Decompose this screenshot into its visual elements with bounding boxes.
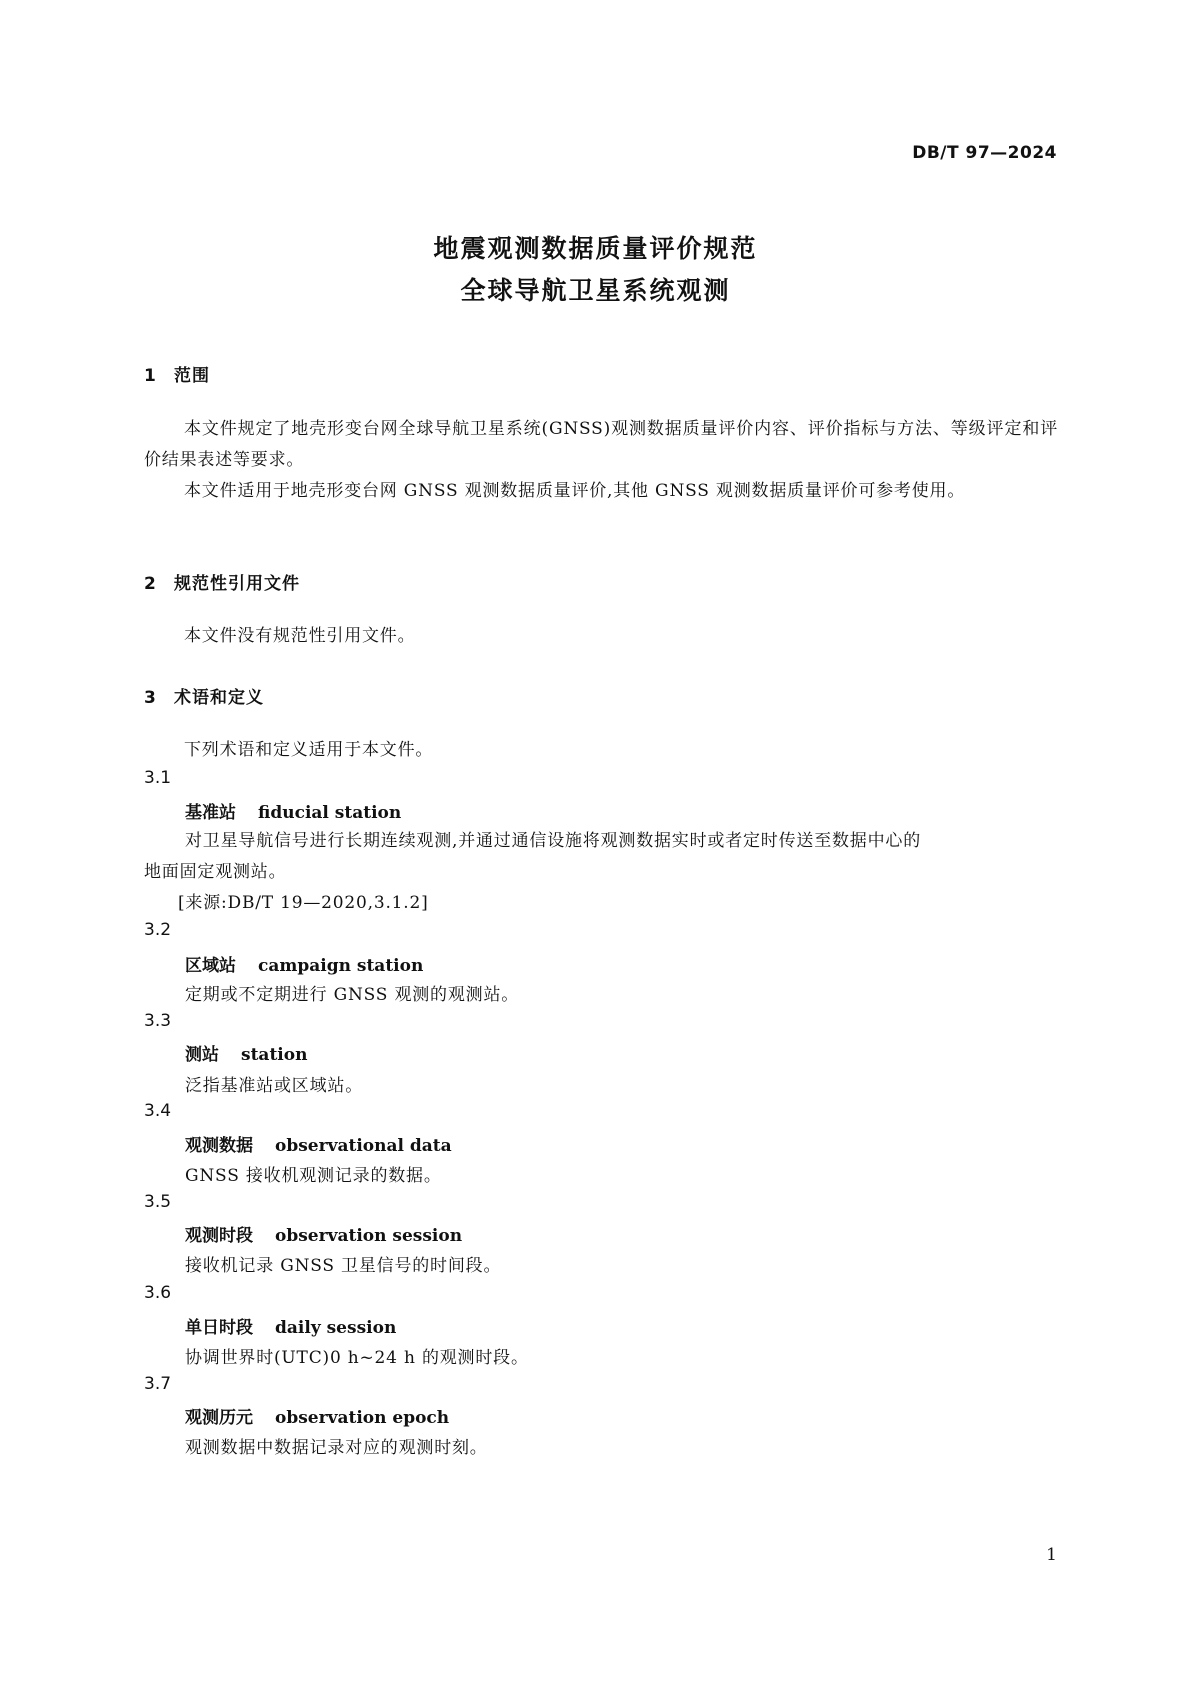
section-1-heading (144, 361, 210, 386)
term-chinese: 基准站 (185, 803, 236, 823)
term-chinese: 区域站 (185, 956, 236, 976)
section-3-heading (144, 683, 264, 708)
term-definition: 观测数据中数据记录对应的观测时刻。 (185, 1438, 488, 1458)
section-2-heading (144, 569, 300, 594)
section-3-intro: 下列术语和定义适用于本文件。 (184, 740, 434, 760)
term-english: daily session (275, 1318, 397, 1338)
term-number: 3.3 (144, 1011, 172, 1031)
term-definition: 定期或不定期进行 GNSS 观测的观测站。 (185, 985, 520, 1005)
term-number: 3.1 (144, 768, 172, 788)
section-number: 3 (144, 688, 157, 708)
term-number: 3.5 (144, 1192, 172, 1212)
term-english: observation session (275, 1226, 463, 1246)
term-english: observation epoch (275, 1408, 450, 1428)
term-heading (185, 798, 401, 823)
term-english: campaign station (258, 956, 424, 976)
term-english: observational data (275, 1136, 452, 1156)
section-1-paragraph-1: 本文件规定了地壳形变台网全球导航卫星系统(GNSS)观测数据质量评价内容、评价指标与方法、等级评定和评价结果表述等要求。 (144, 419, 1058, 470)
section-number: 2 (144, 574, 157, 594)
term-heading (185, 1403, 449, 1428)
term-definition: 接收机记录 GNSS 卫星信号的时间段。 (185, 1256, 502, 1276)
term-number: 3.4 (144, 1101, 172, 1121)
document-number: DB/T 97—2024 (912, 143, 1057, 163)
term-english: fiducial station (258, 803, 402, 823)
section-1-paragraph-2: 本文件适用于地壳形变台网 GNSS 观测数据质量评价,其他 GNSS 观测数据质量评价可参考使用。 (184, 481, 966, 501)
term-chinese: 观测时段 (185, 1226, 253, 1246)
term-heading (185, 1040, 307, 1065)
term-heading (185, 1313, 396, 1338)
term-chinese: 单日时段 (185, 1318, 253, 1338)
page-number: 1 (1046, 1545, 1057, 1565)
title-line-1: 地震观测数据质量评价规范 (433, 234, 758, 263)
term-english: station (241, 1045, 308, 1065)
term-chinese: 观测数据 (185, 1136, 253, 1156)
term-number: 3.7 (144, 1374, 172, 1394)
term-number: 3.6 (144, 1283, 172, 1303)
term-definition: GNSS 接收机观测记录的数据。 (185, 1166, 442, 1186)
term-heading (185, 1131, 452, 1156)
term-chinese: 测站 (185, 1045, 219, 1065)
title-line-2: 全球导航卫星系统观测 (460, 276, 731, 305)
term-number: 3.2 (144, 920, 172, 940)
section-2-paragraph-1: 本文件没有规范性引用文件。 (184, 626, 416, 646)
term-definition: 泛指基准站或区域站。 (185, 1076, 363, 1096)
term-heading (185, 1221, 462, 1246)
section-title: 范围 (174, 366, 210, 386)
section-title: 规范性引用文件 (174, 574, 300, 594)
term-heading (185, 951, 423, 976)
section-title: 术语和定义 (174, 688, 264, 708)
term-definition: 协调世界时(UTC)0 h~24 h 的观测时段。 (185, 1348, 529, 1368)
term-definition-continued: 地面固定观测站。 (144, 862, 287, 882)
term-definition: 对卫星导航信号进行长期连续观测,并通过通信设施将观测数据实时或者定时传送至数据中心的 (185, 831, 922, 851)
term-source: [来源:DB/T 19—2020,3.1.2] (178, 893, 429, 913)
term-chinese: 观测历元 (185, 1408, 253, 1428)
section-number: 1 (144, 366, 157, 386)
